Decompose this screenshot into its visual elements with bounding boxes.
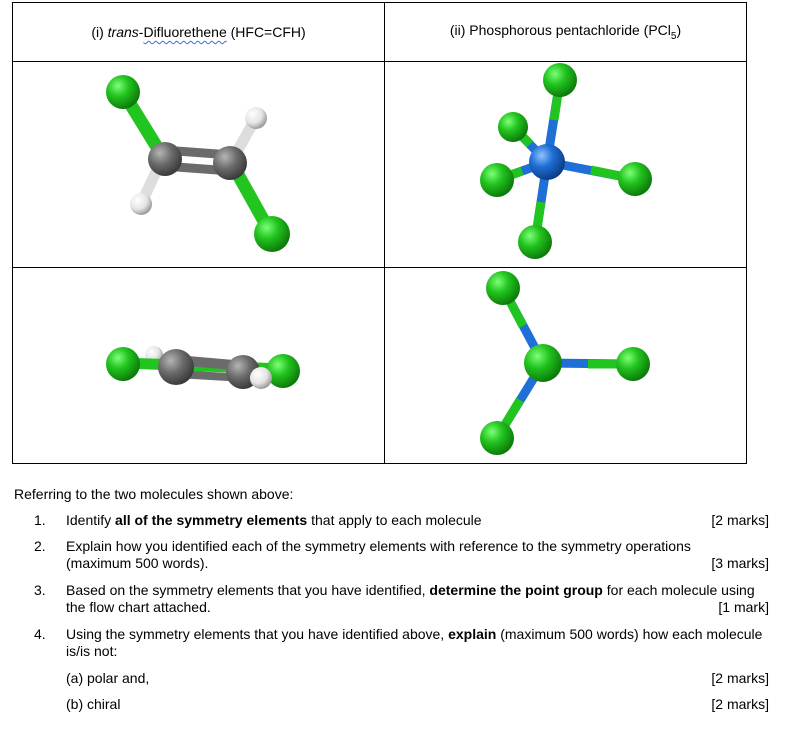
question-number: 1. — [34, 512, 46, 528]
header-dash: - — [138, 24, 144, 40]
carbon-atom — [158, 349, 194, 385]
difluoroethene-side-image — [13, 268, 384, 463]
question-text: Identify all of the symmetry elements that apply to each molecule — [66, 512, 482, 528]
phosphorus-atom — [529, 144, 565, 180]
question-text: Explain how you identified each of the symmetry elements with reference to the symmetry operations (maximum 500 words). — [66, 538, 691, 571]
header-suffix: (HFC=CFH) — [226, 24, 306, 40]
sub-item-text: (a) polar and, — [66, 670, 150, 686]
header-spellcheck-word: Difluorethene — [143, 24, 227, 40]
sub-item-marks: [2 marks] — [711, 696, 769, 712]
chlorine-atom — [106, 347, 140, 381]
chlorine-atom — [254, 216, 290, 252]
header-difluoroethene — [13, 3, 385, 62]
chlorine-atom — [480, 421, 514, 455]
question-text: Using the symmetry elements that you have identified above, explain (maximum 500 words) how each molecule is/is not: — [66, 626, 763, 659]
question-number: 4. — [34, 626, 46, 642]
header-italic: trans — [107, 24, 139, 40]
question-text: Based on the symmetry elements that you have identified, determine the point group for each molecule using the flow chart attached. — [66, 582, 755, 615]
pcl5-top-image — [385, 268, 746, 463]
axial-chlorine-atom — [524, 344, 562, 382]
pcl5-front-view — [385, 62, 747, 268]
pcl5-top-view — [385, 268, 747, 464]
difluoroethene-front-image — [13, 62, 384, 267]
header-prefix: (i) — [91, 24, 108, 40]
header-pcl5 — [385, 3, 747, 62]
chlorine-atom — [486, 271, 520, 305]
chlorine-atom — [543, 63, 577, 97]
question-marks: [3 marks] — [711, 555, 769, 571]
question-marks: [2 marks] — [711, 512, 769, 528]
chlorine-atom — [616, 347, 650, 381]
sub-item-marks: [2 marks] — [711, 670, 769, 686]
pcl5-front-image — [385, 62, 746, 267]
molecule-table — [12, 2, 747, 464]
chlorine-atom — [106, 75, 140, 109]
hydrogen-atom — [245, 107, 267, 129]
intro-text: Referring to the two molecules shown above: — [14, 486, 294, 502]
header-subscript: 5 — [670, 30, 677, 42]
sub-item-text: (b) chiral — [66, 696, 121, 712]
header-prefix: (ii) Phosphorous pentachloride (PCl — [449, 22, 671, 39]
chlorine-atom — [266, 354, 300, 388]
hydrogen-atom — [250, 367, 272, 389]
difluoroethene-front-view — [13, 62, 385, 268]
carbon-atom — [148, 142, 182, 176]
header-suffix: ) — [676, 22, 682, 39]
chlorine-atom — [498, 112, 528, 142]
question-marks: [1 mark] — [718, 599, 769, 615]
carbon-atom — [213, 146, 247, 180]
chlorine-atom — [518, 225, 552, 259]
chlorine-atom — [480, 163, 514, 197]
question-number: 2. — [34, 538, 46, 554]
question-number: 3. — [34, 582, 46, 598]
hydrogen-atom — [130, 193, 152, 215]
difluoroethene-side-view — [13, 268, 385, 464]
chlorine-atom — [618, 162, 652, 196]
